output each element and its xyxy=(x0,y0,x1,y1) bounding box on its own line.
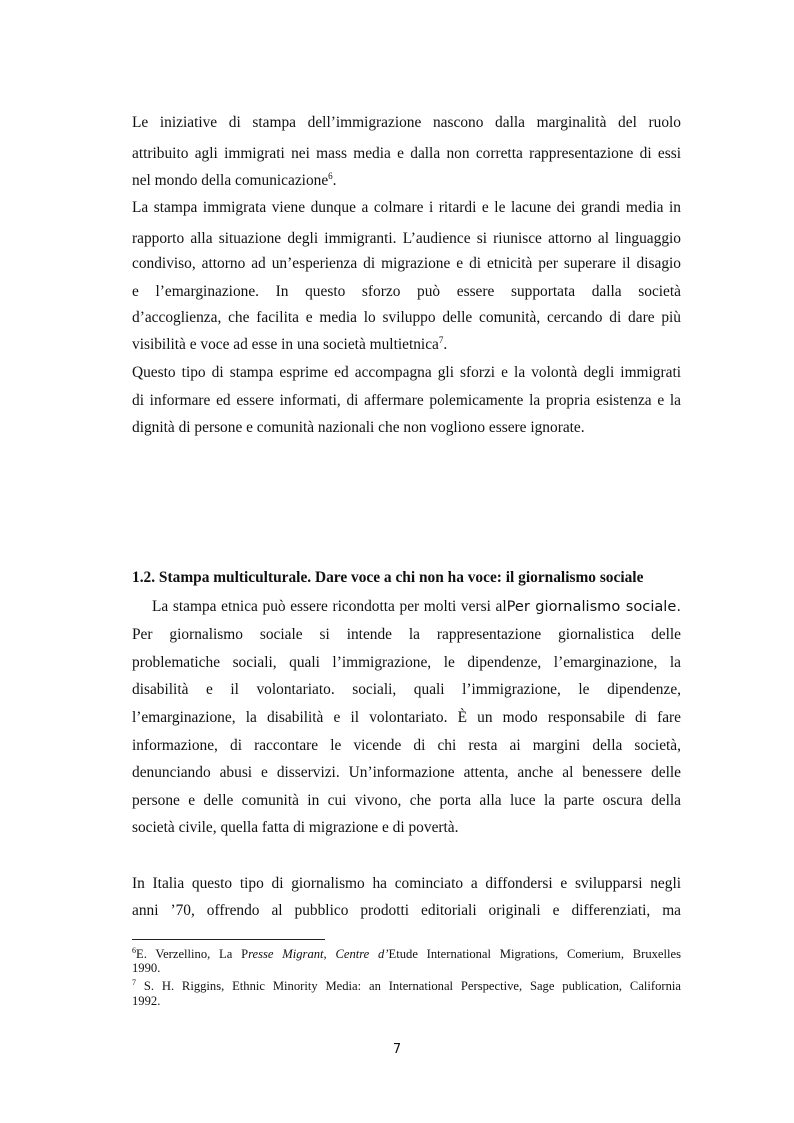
paragraph-1-end: . xyxy=(332,172,337,189)
paragraph-2-line-1: La stampa immigrata viene dunque a colmare i ritardi e le lacune dei grandi media in xyxy=(132,199,681,216)
section-line-1-mixed: Per giornalismo sociale. xyxy=(506,598,681,615)
footnote-7-line-1 xyxy=(132,979,681,993)
paragraph-4-line-2: anni ’70, offrendo al pubblico prodotti editoriali originali e differenziati, ma xyxy=(132,902,681,919)
footnote-7-text: S. H. Riggins, Ethnic Minority Media: an International Perspective, Sage publication, California xyxy=(136,979,681,993)
footnote-6-line-1 xyxy=(132,947,681,961)
footnote-6-author: E. Verzellino, La P xyxy=(136,947,249,961)
page-number: 7 xyxy=(392,1042,402,1057)
paragraph-2-end: . xyxy=(443,336,448,353)
footnote-6-number: 6 xyxy=(132,946,136,955)
section-line-2: Per giornalismo sociale si intende la rappresentazione giornalistica delle xyxy=(132,626,681,643)
footnote-6-italic: resse Migrant, Centre d’ xyxy=(248,947,389,961)
section-line-7: denunciando abusi e disservizi. Un’informazione attenta, anche al benessere delle xyxy=(132,764,681,781)
paragraph-1-line-1: Le iniziative di stampa dell’immigrazione nascono dalla marginalità del ruolo xyxy=(132,114,681,131)
paragraph-2-line-6 xyxy=(132,336,681,354)
paragraph-4-line-1: In Italia questo tipo di giornalismo ha cominciato a diffondersi e svilupparsi negli xyxy=(132,875,681,892)
section-line-6: informazione, di raccontare le vicende di chi resta ai margini della società, xyxy=(132,737,681,754)
paragraph-3-line-3: dignità di persone e comunità nazionali che non vogliono essere ignorate. xyxy=(132,419,585,436)
footnote-separator xyxy=(132,939,325,940)
section-line-1 xyxy=(132,598,681,616)
paragraph-1-line-3-text: nel mondo della comunicazione xyxy=(132,172,329,189)
paragraph-2-line-3: condiviso, attorno ad un’esperienza di migrazione e di etnicità per superare il disagio xyxy=(132,255,681,272)
paragraph-2-line-6-text: visibilità e voce ad esse in una società multietnica xyxy=(132,336,439,353)
paragraph-1-line-3 xyxy=(132,172,681,190)
paragraph-2-line-4: e l’emarginazione. In questo sforzo può essere supportata dalla società xyxy=(132,283,681,300)
paragraph-3-line-2: di informare ed essere informati, di affermare polemicamente la propria esistenza e la xyxy=(132,392,681,409)
section-line-3: problematiche sociali, quali l’immigrazione, le dipendenze, l’emarginazione, la xyxy=(132,654,681,671)
paragraph-2-line-2: rapporto alla situazione degli immigranti. L’audience si riunisce attorno al linguaggio xyxy=(132,230,681,247)
paragraph-1-line-2: attribuito agli immigrati nei mass media e dalla non corretta rappresentazione di essi xyxy=(132,145,681,162)
section-line-1-text: La stampa etnica può essere ricondotta per molti versi al xyxy=(152,598,507,615)
footnote-ref-7[interactable]: 7 xyxy=(438,335,444,345)
section-line-9: società civile, quella fatta di migrazione e di povertà. xyxy=(132,819,459,836)
paragraph-2-line-5: d’accoglienza, che facilita e media lo sviluppo delle comunità, cercando di dare più xyxy=(132,309,681,326)
section-line-8: persone e delle comunità in cui vivono, che porta alla luce la parte oscura della xyxy=(132,792,681,809)
section-line-4: disabilità e il volontariato. sociali, quali l’immigrazione, le dipendenze, xyxy=(132,681,681,698)
section-line-5: l’emarginazione, la disabilità e il volontariato. È un modo responsabile di fare xyxy=(132,709,681,726)
footnote-ref-6[interactable]: 6 xyxy=(328,171,333,181)
footnote-7-line-2: 1992. xyxy=(132,994,161,1008)
footnote-6-line-2: 1990. xyxy=(132,961,161,975)
footnote-6-rest: Etude International Migrations, Comerium, Bruxelles xyxy=(388,947,681,961)
paragraph-3-line-1: Questo tipo di stampa esprime ed accompagna gli sforzi e la volontà degli immigrati xyxy=(132,364,681,381)
footnote-7-number: 7 xyxy=(132,978,136,987)
section-heading: 1.2. Stampa multiculturale. Dare voce a chi non ha voce: il giornalismo sociale xyxy=(132,569,644,586)
